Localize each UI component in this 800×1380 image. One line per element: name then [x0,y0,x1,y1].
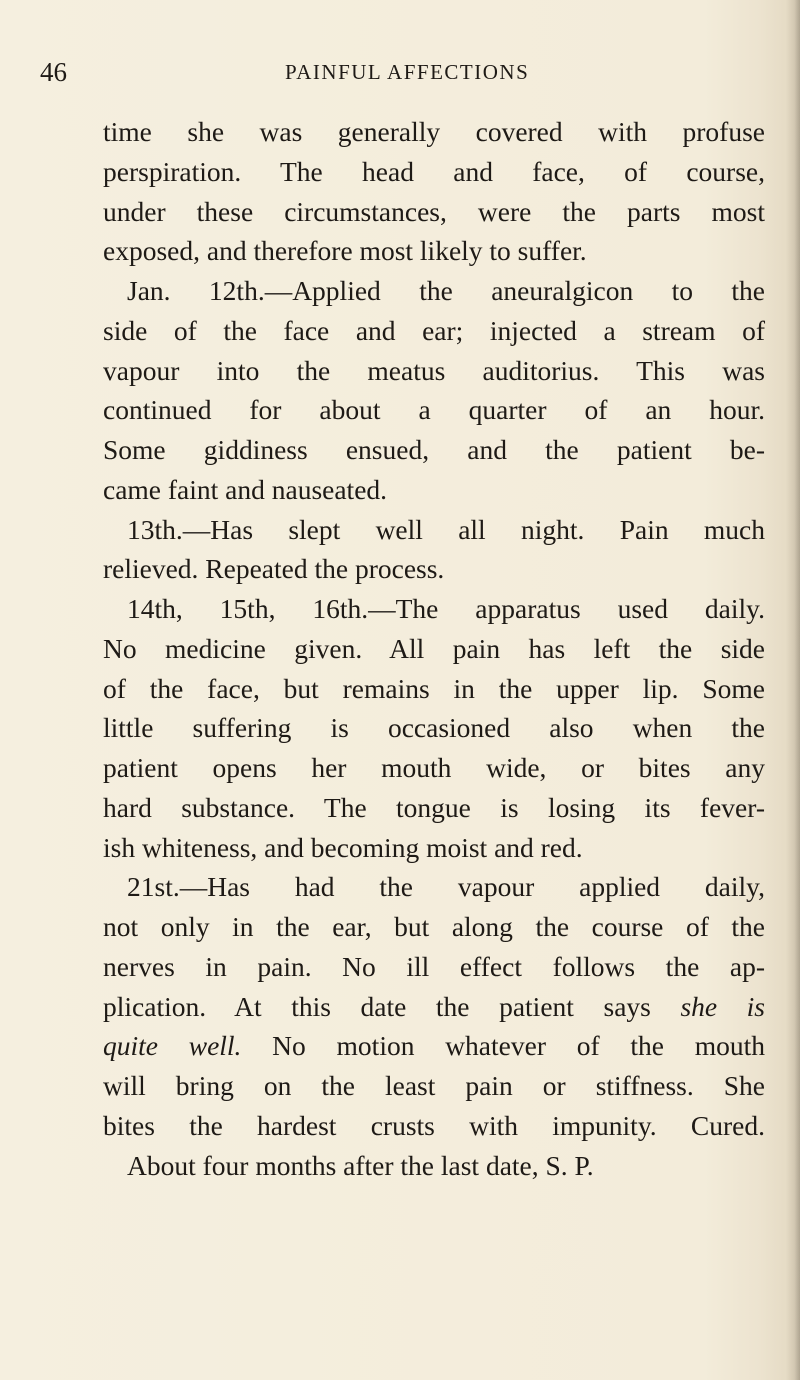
text-line [103,390,765,430]
text-line [103,351,765,391]
text-line [103,1066,765,1106]
line-text: not only in the ear, but along the course of the [103,911,765,942]
line-text: patient opens her mouth wide, or bites any [103,752,765,783]
text-line [103,907,765,947]
line-text: Jan. 12th.—Applied the aneuralgicon to the [127,275,765,306]
text-line [103,192,765,232]
line-text: hard substance. The tongue is losing its fever- [103,791,765,823]
text-line [103,1026,765,1066]
line-text: exposed, and therefore most likely to suffer. [103,235,587,267]
text-line [103,947,765,987]
text-line [103,231,765,271]
line-text: Some giddiness ensued, and the patient be- [103,434,765,465]
line-text: little suffering is occasioned also when the [103,712,765,744]
text-line [103,510,765,550]
line-text: of the face, but remains in the upper lip. Some [103,672,765,704]
line-text: 21st.—Has had the vapour applied daily, [127,871,765,903]
line-text: 14th, 15th, 16th.—The apparatus used daily. [127,593,765,624]
line-text: relieved. Repeated the process. [103,553,445,585]
text-line [103,311,765,351]
italic-text: quite well. [103,1030,242,1062]
text-line [103,152,765,192]
italic-text: she is [680,990,766,1022]
text-line [103,828,765,868]
line-text: 13th.—Has slept well all night. Pain much [127,513,765,545]
page-header [40,52,760,92]
text-line [103,271,765,311]
body-text [103,112,765,1185]
line-text: will bring on the least pain or stiffness. She [103,1070,765,1101]
text-line [103,629,765,669]
line-text: came faint and nauseated. [103,473,388,505]
text-line [103,748,765,788]
line-text: No medicine given. All pain has left the side [103,632,765,664]
line-text: plication. At this date the patient says [103,990,651,1022]
line-text: under these circumstances, were the parts most [103,195,765,227]
text-line [103,987,765,1027]
line-text: time she was generally covered with profuse [103,116,765,147]
text-line [103,867,765,907]
line-text: perspiration. The head and face, of course, [103,155,765,187]
text-line [103,112,765,152]
text-line [103,708,765,748]
line-text: vapour into the meatus auditorius. This was [103,354,765,386]
text-line [103,1106,765,1146]
line-text: bites the hardest crusts with impunity. Cured. [103,1109,765,1141]
text-line [103,549,765,589]
running-head: PAINFUL AFFECTIONS [285,60,530,84]
line-text: No motion whatever of the mouth [241,1030,765,1062]
text-line [103,1146,765,1186]
page-number: 46 [40,57,67,87]
line-text: side of the face and ear; injected a stream of [103,314,765,346]
page-edge-shadow [786,0,800,1380]
line-text: continued for about a quarter of an hour. [103,394,765,426]
text-line [103,669,765,709]
line-text: nerves in pain. No ill effect follows the ap- [103,950,765,982]
text-line [103,430,765,470]
text-line [103,788,765,828]
text-line [103,589,765,629]
line-text: About four months after the last date, S. P. [127,1149,594,1181]
line-text: ish whiteness, and becoming moist and red. [103,831,583,863]
text-line [103,470,765,510]
